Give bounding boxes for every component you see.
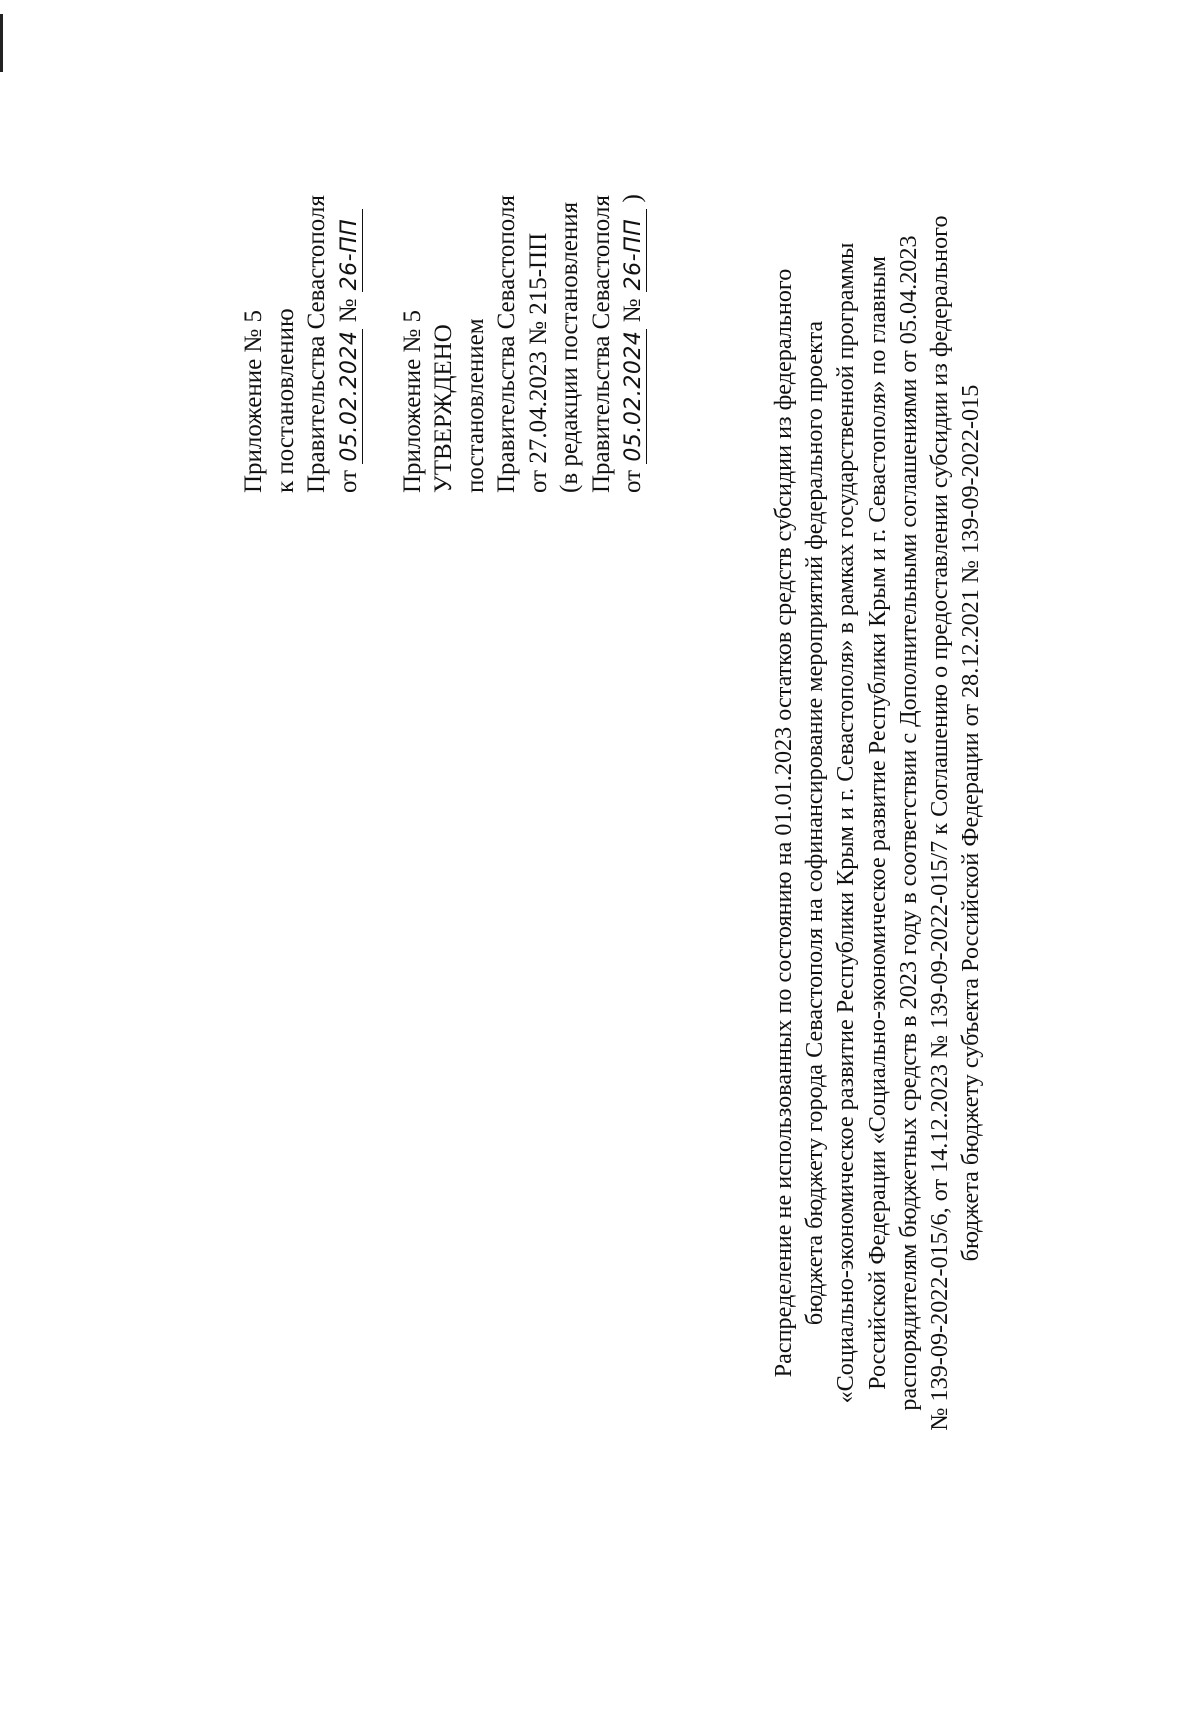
appendix-original-line6: (в редакции постановления: [556, 201, 583, 493]
appendix-current-date-line: [333, 53, 366, 493]
date-prefix: от: [334, 469, 362, 493]
handwritten-number: 26-ПП: [621, 209, 647, 293]
appendix-current-line1: Приложение № 5: [240, 309, 267, 493]
document-title: [768, 73, 986, 1573]
appendix-current-block: [238, 53, 650, 493]
title-line: № 139-09-2022-015/6, от 14.12.2023 № 139-09-2022-015/7 к Соглашению о предоставлении субсидии из федерального: [926, 215, 954, 1431]
handwritten-date: 05.02.2024: [621, 330, 646, 462]
appendix-original-date-line: [617, 53, 650, 493]
number-prefix: №: [334, 298, 362, 323]
date-prefix: от: [619, 469, 646, 493]
appendix-original-line4: Правительства Севастополя: [493, 195, 520, 493]
title-line: бюджета бюджету субъекта Российской Федерации от 28.12.2021 № 139-09-2022-015: [957, 384, 985, 1262]
title-line: Российской Федерации «Социально-экономическое развитие Республики Крым и г. Севастополя» по главным: [863, 256, 891, 1390]
title-line: распорядителям бюджетных средств в 2023 году в соответствии с Дополнительными соглашениями от 05.04.2023: [894, 235, 922, 1411]
handwritten-date: 05.02.2024: [336, 330, 362, 462]
appendix-original-line7: Правительства Севастополя: [587, 195, 615, 493]
title-line: Распределение не использованных по состоянию на 01.01.2023 остатков средств субсидии из федерального: [770, 268, 797, 1378]
appendix-current-line2: к постановлению: [271, 308, 299, 493]
title-line: «Социально-экономическое развитие Республики Крым и г. Севастополя» в рамках государственной программы: [832, 242, 860, 1404]
appendix-original-line3: постановлением: [461, 318, 489, 493]
appendix-original-line2: УТВЕРЖДЕНО: [430, 324, 457, 493]
number-prefix: №: [619, 298, 646, 323]
handwritten-number: 26-ПП: [337, 209, 363, 293]
appendix-current-line3: Правительства Севастополя: [303, 195, 330, 493]
appendix-original-line5: от 27.04.2023 № 215-ПП: [524, 232, 552, 493]
title-line: бюджета бюджету города Севастополя на софинансирование мероприятий федерального проекта: [801, 320, 829, 1326]
closing-paren: ): [619, 194, 646, 203]
appendix-original-line1: Приложение № 5: [398, 309, 426, 493]
